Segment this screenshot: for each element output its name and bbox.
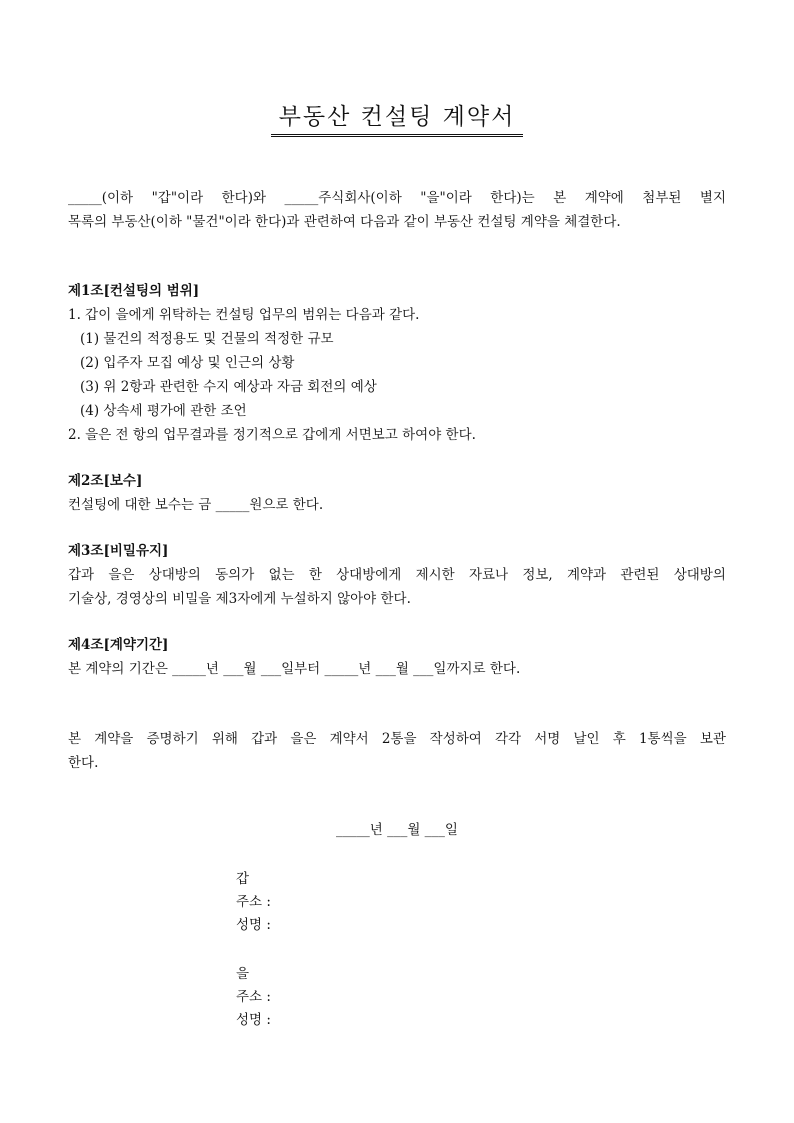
article-2-heading: 제2조[보수]	[68, 473, 143, 489]
word: 2통을	[381, 731, 417, 747]
article-3-line	[68, 563, 726, 583]
party-a-name: 성명 :	[236, 917, 271, 933]
article-1-heading: 제1조[컨설팅의 범위]	[68, 283, 200, 299]
word: 제시한	[415, 567, 455, 583]
article-1-item: (1) 물건의 적정용도 및 건물의 적정한 규모	[80, 331, 334, 347]
word: 상대방의	[673, 567, 726, 583]
word: 상대방에게	[336, 567, 402, 583]
closing-line-2: 한다.	[68, 755, 99, 771]
party-b-name: 성명 :	[236, 1012, 271, 1028]
article-1-item: (4) 상속세 평가에 관한 조언	[80, 403, 247, 419]
word: 한다)와	[221, 190, 267, 206]
word: 작성하여	[429, 731, 482, 747]
article-1-item: (2) 입주자 모집 예상 및 인근의 상황	[80, 355, 295, 371]
word: 본	[68, 731, 82, 747]
article-4-line: 본 계약의 기간은 _____년 ___월 ___일부터 _____년 ___월 ___일까지로 한다.	[68, 661, 521, 677]
intro-line-2: 목록의 부동산(이하 "물건"이라 한다)과 관련하여 다음과 같이 부동산 컨설팅 계약을 체결한다.	[68, 214, 621, 230]
word: 서명	[534, 731, 561, 747]
word: "을"이라	[420, 190, 472, 206]
word: 없는	[268, 567, 295, 583]
word: 증명하기	[146, 731, 199, 747]
word: "갑"이라	[151, 190, 204, 206]
word: 을은	[290, 731, 317, 747]
signing-date: _____년 ___월 ___일	[336, 822, 458, 838]
word: 계약에	[584, 190, 624, 206]
closing-line-1	[68, 727, 726, 747]
word: 별지	[699, 190, 726, 206]
article-1-item: (3) 위 2항과 관련한 수지 예상과 자금 회전의 예상	[80, 379, 377, 395]
word: _____주식회사(이하	[284, 190, 402, 206]
word: 동의가	[215, 567, 255, 583]
word: 상대방의	[148, 567, 201, 583]
article-2-line: 컨설팅에 대한 보수는 금 _____원으로 한다.	[68, 497, 324, 513]
word: 각각	[495, 731, 522, 747]
word: 갑과	[68, 567, 95, 583]
word: 계약서	[329, 731, 369, 747]
party-a-label: 갑	[236, 871, 250, 887]
article-1-line: 1. 갑이 을에게 위탁하는 컨설팅 업무의 범위는 다음과 같다.	[68, 307, 420, 323]
word: 날인	[573, 731, 600, 747]
word: 보관	[699, 731, 726, 747]
word: 관련된	[620, 567, 660, 583]
party-b-address: 주소 :	[236, 989, 271, 1005]
word: 계약과	[566, 567, 607, 583]
article-1-line: 2. 을은 전 항의 업무결과를 정기적으로 갑에게 서면보고 하여야 한다.	[68, 427, 476, 443]
document-title: 부동산 컨설팅 계약서	[271, 98, 524, 137]
party-a-address: 주소 :	[236, 894, 271, 910]
word: 갑과	[251, 731, 278, 747]
word: 자료나	[468, 567, 509, 583]
word: _____(이하	[68, 190, 134, 206]
word: 계약을	[94, 731, 134, 747]
word: 후	[612, 731, 626, 747]
article-3-heading: 제3조[비밀유지]	[68, 543, 169, 559]
word: 위해	[211, 731, 238, 747]
word: 1통씩을	[638, 731, 687, 747]
word: 첨부된	[642, 190, 682, 206]
word: 본	[553, 190, 567, 206]
intro-line-1	[68, 186, 726, 206]
article-4-heading: 제4조[계약기간]	[68, 637, 169, 653]
word: 한	[308, 567, 322, 583]
article-3-line: 기술상, 경영상의 비밀을 제3자에게 누설하지 않아야 한다.	[68, 591, 411, 607]
word: 정보,	[522, 567, 553, 583]
document-title-wrap	[0, 98, 794, 137]
word: 한다)는	[490, 190, 535, 206]
word: 을은	[108, 567, 135, 583]
party-b-label: 을	[236, 966, 250, 982]
